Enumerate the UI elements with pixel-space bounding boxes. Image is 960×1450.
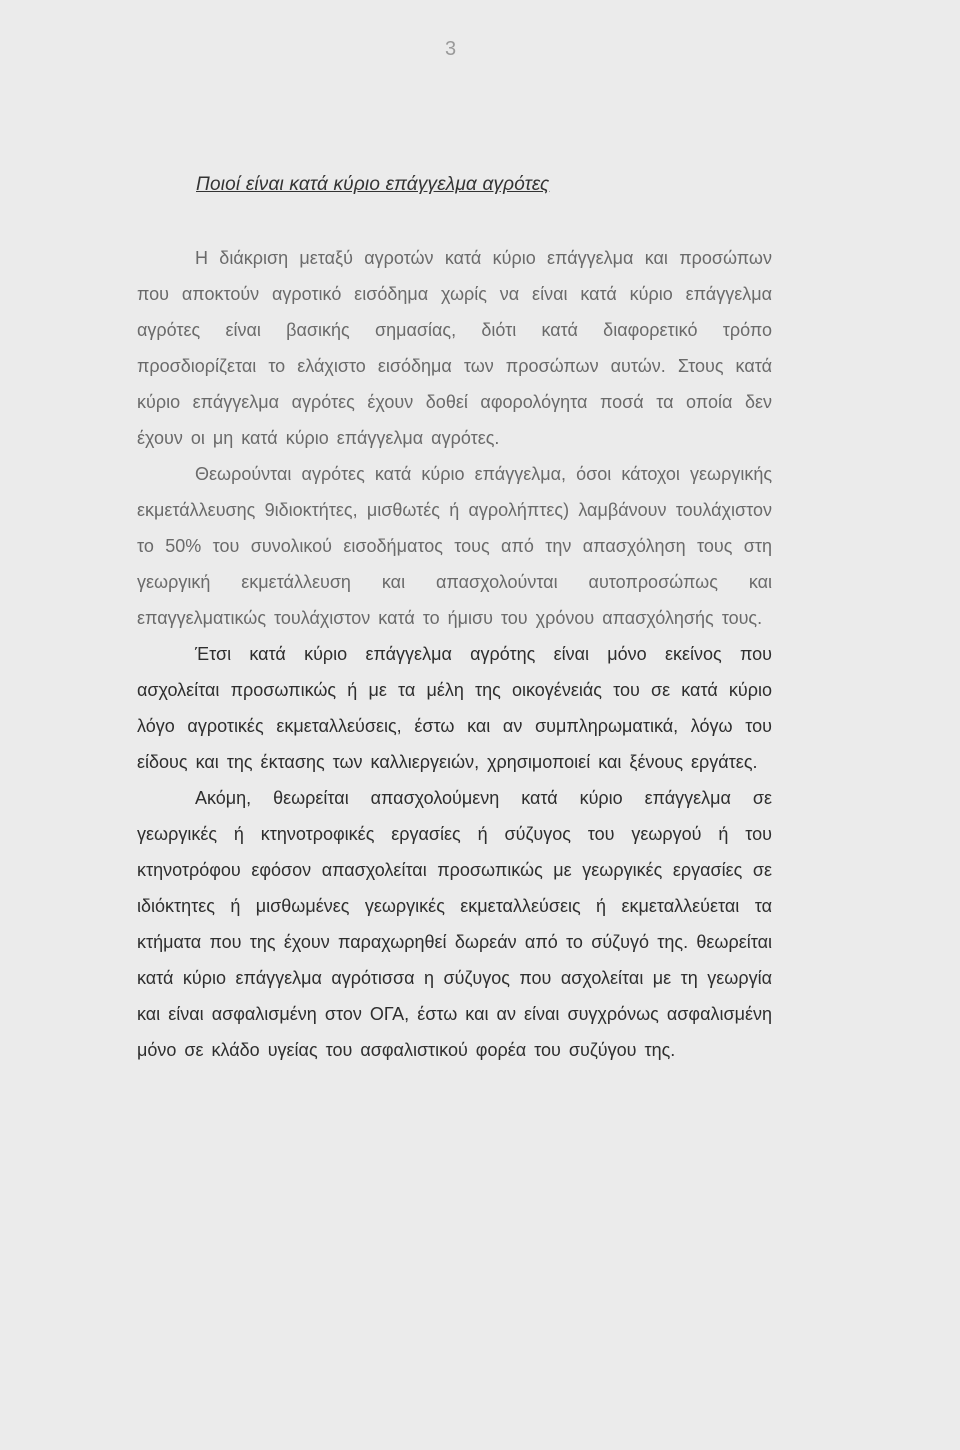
paragraph-definition: Θεωρούνται αγρότες κατά κύριο επάγγελμα, όσοι κάτοχοι γεωργικής εκμετάλλευσης 9ιδιοκτήτες, μισθωτές ή αγρολήπτες) λαμβάνουν τουλάχιστον το 50% του συνολικού εισοδήματος τους από την απασχόληση τους στη γεωργική εκμετάλλευση και απασχολούνται αυτοπροσώπως και επαγγελματικώς τουλάχιστον κατά το ήμισυ του χρόνου απασχόλησής τους. — [137, 464, 772, 628]
paragraph-distinction: Η διάκριση μεταξύ αγροτών κατά κύριο επάγγελμα και προσώπων που αποκτούν αγροτικό εισόδημα χωρίς να είναι κατά κύριο επάγγελμα αγρότες είναι βασικής σημασίας, διότι κατά διαφορετικό τρόπο προσδιορίζεται το ελάχιστο εισόδημα των προσώπων αυτών. Στους κατά κύριο επάγγελμα αγρότες έχουν δοθεί αφορολόγητα ποσά τα οποία δεν έχουν οι μη κατά κύριο επάγγελμα αγρότες. — [137, 248, 772, 448]
page-number: 3 — [445, 38, 457, 60]
paragraph-sole-farmer: Έτσι κατά κύριο επάγγελμα αγρότης είναι μόνο εκείνος που ασχολείται προσωπικώς ή με τα μέλη της οικογένειάς του σε κατά κύριο λόγο αγροτικές εκμεταλλεύσεις, έστω και αν συμπληρωματικά, λόγω του είδους και της έκτασης των καλλιεργειών, χρησιμοποιεί και ξένους εργάτες. — [137, 644, 772, 772]
body-text — [137, 240, 772, 1068]
section-heading: Ποιοί είναι κατά κύριο επάγγελμα αγρότες — [196, 174, 550, 195]
paragraph-spouse: Ακόμη, θεωρείται απασχολούμενη κατά κύριο επάγγελμα σε γεωργικές ή κτηνοτροφικές εργασίες ή σύζυγος του γεωργού ή του κτηνοτρόφου εφόσον απασχολείται προσωπικώς με γεωργικές εργασίες σε ιδιόκτητες ή μισθωμένες γεωργικές εκμεταλλεύσεις ή εκμεταλλεύεται τα κτήματα που της έχουν παραχωρηθεί δωρεάν από το σύζυγό της. θεωρείται κατά κύριο επάγγελμα αγρότισσα η σύζυγος που ασχολείται με τη γεωργία και είναι ασφαλισμένη στον ΟΓΑ, έστω και αν είναι συγχρόνως ασφαλισμένη μόνο σε κλάδο υγείας του ασφαλιστικού φορέα του συζύγου της. — [137, 788, 772, 1060]
